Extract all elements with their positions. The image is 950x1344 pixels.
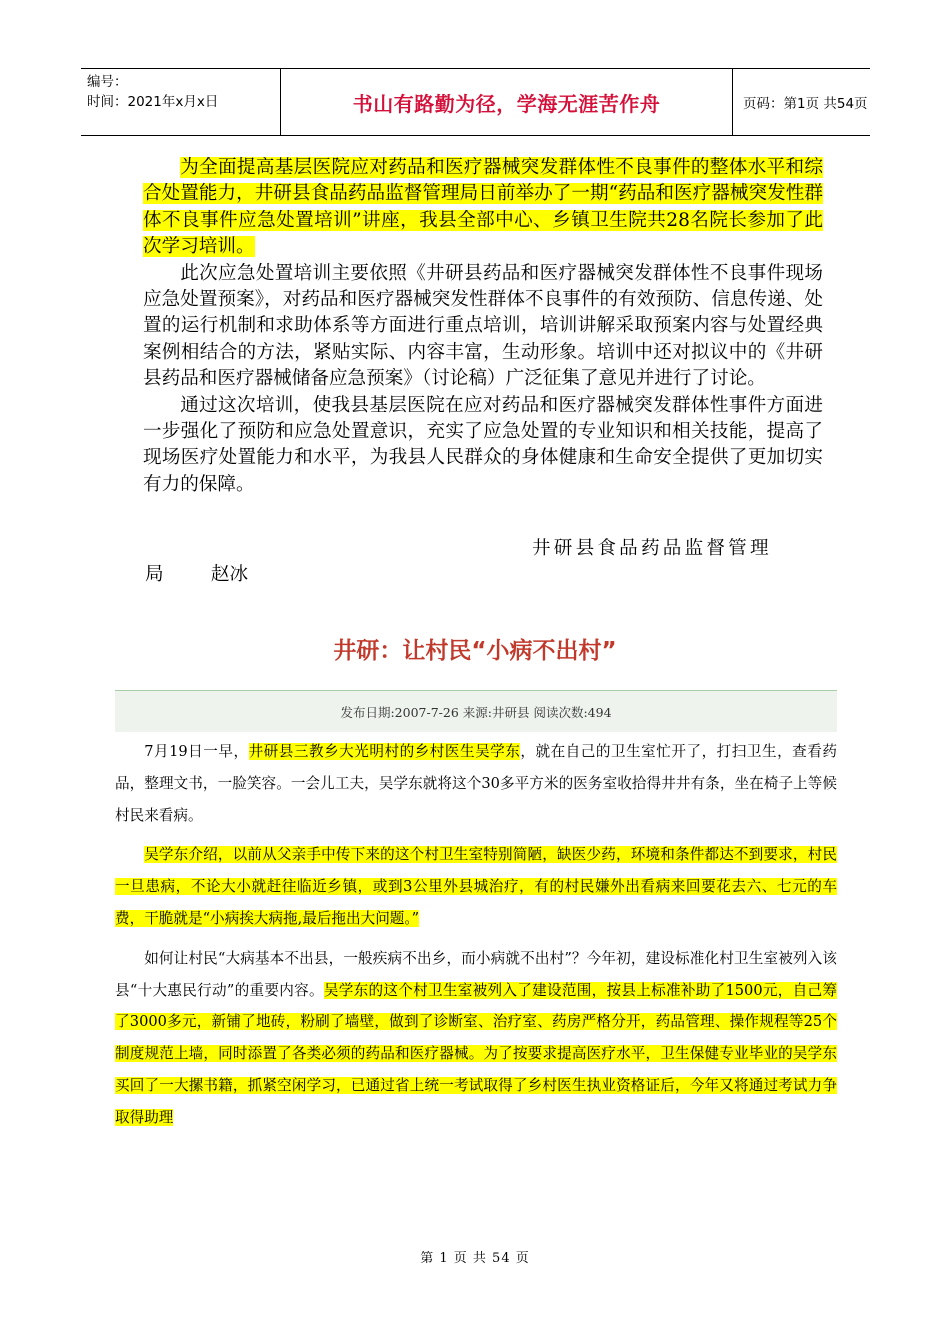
paragraph-3 xyxy=(115,943,837,1134)
time-line: 时间：2021年x月x日 xyxy=(87,94,219,110)
paragraph-3: 通过这次培训，使我县基层医院在应对药品和医疗器械突发群体性事件方面进一步强化了预防和应急处置意识，充实了应急处置的专业知识和相关技能，提高了现场医疗处置能力和水平，为我县人民群众的身体健康和生命安全提供了更加切实有力的保障。 xyxy=(143,394,823,495)
paragraph-2: 此次应急处置培训主要依照《井研县药品和医疗器械突发群体性不良事件现场应急处置预案》，对药品和医疗器械突发性群体不良事件的有效预防、信息传递、处置的运行机制和求助体系等方面进行重点培训，培训讲解采取预案内容与处置经典案例相结合的方法，紧贴实际、内容丰富，生动形象。培训中还对拟议中的《井研县药品和医疗器械储备应急预案》（讨论稿）广泛征集了意见并进行了讨论。 xyxy=(143,262,823,390)
paragraph-1 xyxy=(143,155,823,261)
article-meta: 发布日期:2007-7-26 来源:井研县 阅读次数:494 xyxy=(115,690,837,732)
article-training xyxy=(143,155,823,498)
text-segment: 7月19日一早， xyxy=(144,743,249,760)
code-label: 编号： xyxy=(87,74,128,90)
page-header xyxy=(81,68,870,136)
highlighted-text: 吴学东介绍，以前从父亲手中传下来的这个村卫生室特别简陋，缺医少药，环境和条件都达不到要求，村民一旦患病，不论大小就赶往临近乡镇，或到3公里外县城治疗，有的村民嫌外出看病来回要花去六、七元的车费，干脆就是“小病挨大病拖,最后拖出大问题。” xyxy=(115,846,837,927)
article-title: 井研：让村民“小病不出村” xyxy=(333,638,617,664)
page-footer: 第 1 页 共 54 页 xyxy=(420,1251,530,1266)
highlighted-text: 吴学东的这个村卫生室被列入了建设范围，按县上标准补助了1500元，自己筹了3000多元，新铺了地砖，粉刷了墙壁，做到了诊断室、治疗室、药房严格分开，药品管理、操作规程等25个制度规范上墙，同时添置了各类必须的药品和医疗器械。为了按要求提高医疗水平，卫生保健专业毕业的吴学东买回了一大摞书籍，抓紧空闲学习，已通过省上统一考试取得了乡村医生执业资格证后，今年又将通过考试力争取得助理 xyxy=(115,981,837,1126)
article-village-clinic xyxy=(115,736,837,1134)
signature-line-1: 井研县食品药品监督管理 xyxy=(532,538,772,559)
text-segment: ，就在自己的卫生室忙开了，打扫卫生，查看药品，整理文书，一脸笑容。一会儿工夫，吴学东就将这个30多平方米的医务室收拾得井井有条，坐在椅子上等候村民来看病。 xyxy=(115,743,837,824)
signature-line-2: 局 赵冰 xyxy=(145,564,249,585)
highlighted-text: 井研县三教乡大光明村的乡村医生吴学东 xyxy=(248,743,521,760)
header-motto: 书山有路勤为径，学海无涯苦作舟 xyxy=(281,69,733,135)
text-segment: 如何让村民“大病基本不出县，一般疾病不出乡，而小病就不出村”？今年初，建设标准化村卫生室被列入该县“十大惠民行动”的重要内容。 xyxy=(115,949,837,999)
paragraph-1 xyxy=(115,736,837,831)
paragraph-2 xyxy=(115,839,837,934)
highlighted-text: 为全面提高基层医院应对药品和医疗器械突发群体性不良事件的整体水平和综合处置能力，井研县食品药品监督管理局日前举办了一期“药品和医疗器械突发性群体不良事件应急处置培训”讲座，我县全部中心、乡镇卫生院共28名院长参加了此次学习培训。 xyxy=(143,157,823,258)
header-page-info: 页码：第1页 共54页 xyxy=(743,96,868,112)
header-info-cell xyxy=(81,69,281,135)
